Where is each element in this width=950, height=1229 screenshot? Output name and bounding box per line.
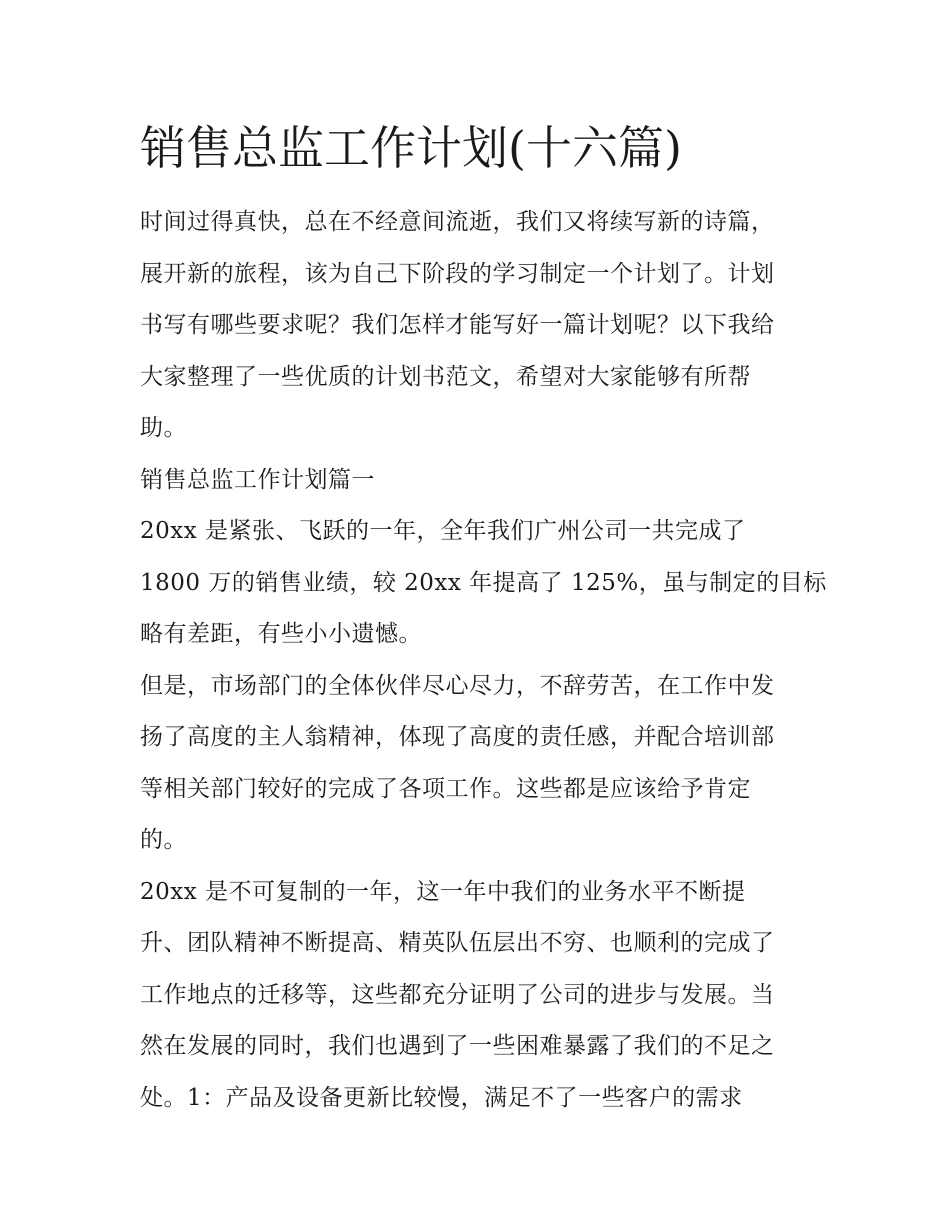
text-line: 20xx 是紧张、飞跃的一年，全年我们广州公司一共完成了	[140, 518, 746, 544]
text-line: 1800 万的销售业绩，较 20xx 年提高了 125%，虽与制定的目标	[140, 569, 827, 596]
text-line: 时间过得真快，总在不经意间流逝，我们又将续写新的诗篇，	[140, 209, 775, 235]
text-line: 20xx 是不可复制的一年，这一年中我们的业务水平不断提	[140, 878, 746, 905]
section-heading: 销售总监工作计划篇一	[140, 466, 375, 493]
text-line: 助。	[140, 415, 187, 441]
text-line: 处。1：产品及设备更新比较慢，满足不了一些客户的需求	[140, 1084, 743, 1111]
text-line: 的。	[140, 827, 187, 853]
text-line: 展开新的旅程，该为自己下阶段的学习制定一个计划了。计划	[140, 260, 775, 287]
document-title: 销售总监工作计划(十六篇)	[140, 121, 682, 175]
text-line: 然在发展的同时，我们也遇到了一些困难暴露了我们的不足之	[140, 1033, 775, 1059]
text-line: 书写有哪些要求呢？我们怎样才能写好一篇计划呢？以下我给	[140, 312, 775, 338]
text-line: 工作地点的迁移等，这些都充分证明了公司的进步与发展。当	[140, 981, 775, 1008]
text-line: 但是，市场部门的全体伙伴尽心尽力，不辞劳苦，在工作中发	[140, 672, 775, 699]
document-body	[140, 200, 827, 1127]
text-line: 升、团队精神不断提高、精英队伍层出不穷、也顺利的完成了	[140, 930, 775, 956]
text-line: 扬了高度的主人翁精神，体现了高度的责任感，并配合培训部	[140, 724, 775, 750]
text-line: 等相关部门较好的完成了各项工作。这些都是应该给予肯定	[140, 775, 751, 802]
text-line: 大家整理了一些优质的计划书范文，希望对大家能够有所帮	[140, 363, 751, 390]
text-line: 略有差距，有些小小遗憾。	[140, 621, 422, 647]
